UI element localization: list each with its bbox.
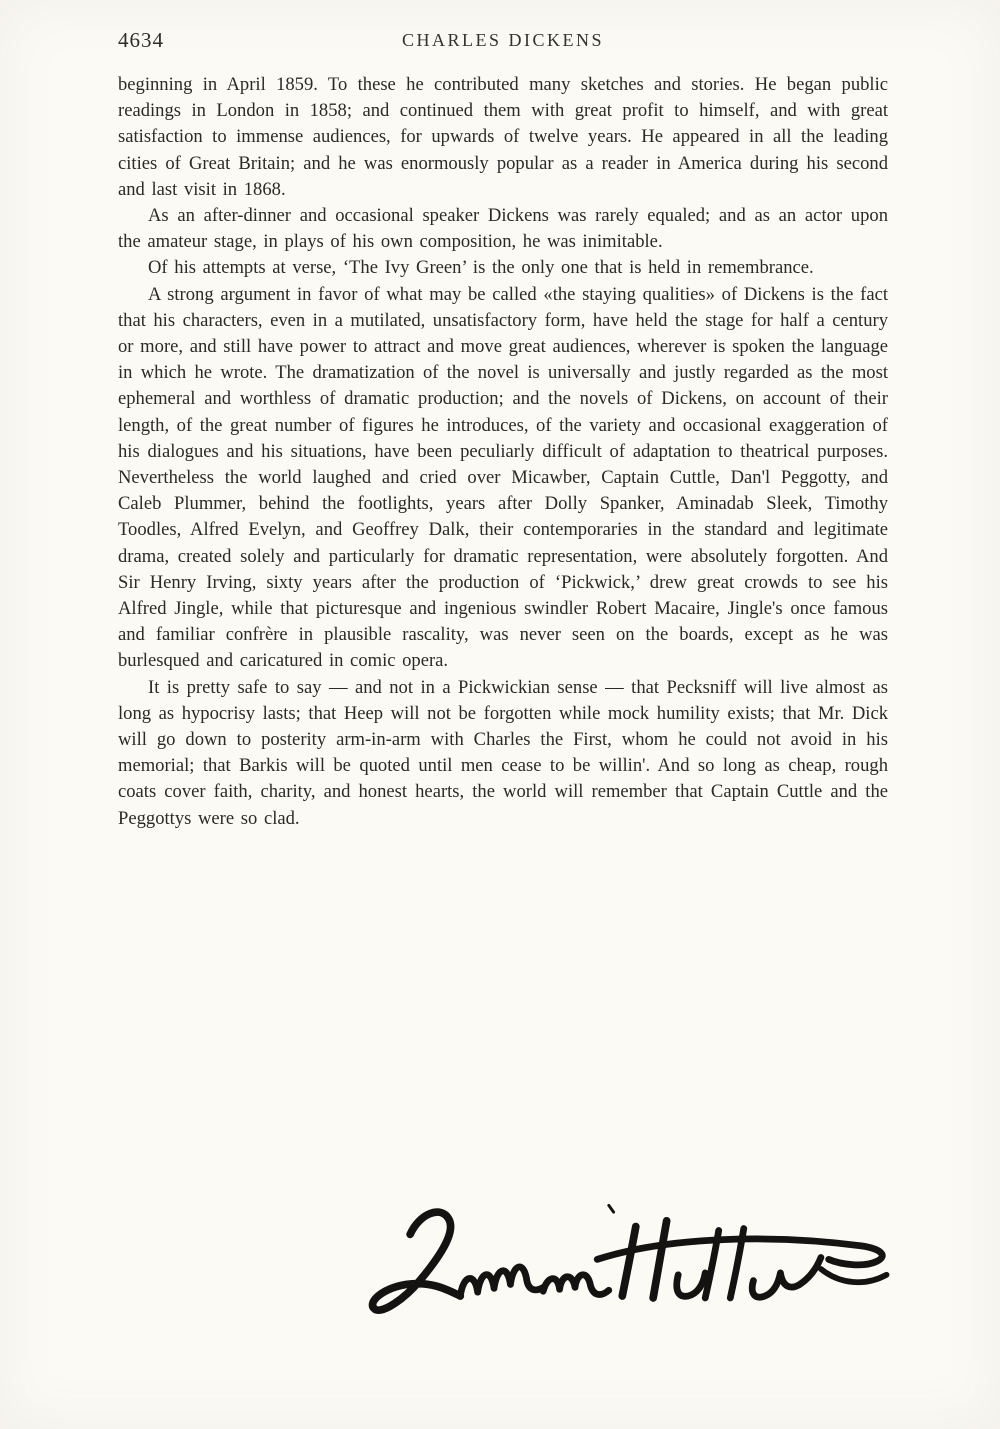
author-signature bbox=[360, 1195, 900, 1345]
paragraph: beginning in April 1859. To these he contributed many sketches and stories. He began public readings in London in 1858; and continued them with great profit to himself, and with great satisfaction to immense audiences, for upwards of twelve years. He appeared in all the leading cities of Great Britain; and he was enormously popular as a reader in America during his second and last visit in 1868. bbox=[118, 74, 888, 200]
paragraph: Of his attempts at verse, ‘The Ivy Green’ is the only one that is held in remembrance. bbox=[148, 257, 814, 279]
paragraph: It is pretty safe to say — and not in a Pickwickian sense — that Pecksniff will live almost as long as hypocrisy lasts; that Heep will not be forgotten while mock humility exists; that Mr. Dick will go down to posterity arm-in-arm with Charles the First, whom he could not avoid in his memorial; that Barkis will be quoted until men cease to be willin'. And so long as cheap, rough coats cover faith, charity, and honest hearts, the world will remember that Captain Cuttle and the Peggottys were so clad. bbox=[118, 676, 888, 829]
handwritten-signature-icon bbox=[360, 1195, 900, 1345]
page-number: 4634 bbox=[118, 28, 164, 52]
running-header bbox=[118, 26, 888, 56]
paragraph: A strong argument in favor of what may be called «the staying qualities» of Dickens is the fact that his characters, even in a mutilated, unsatisfactory form, have held the stage for half a century or more, and still have power to attract and move great audiences, wherever is spoken the language in which he wrote. The dramatization of the novel is universally and justly regarded as the most ephemeral and worthless of dramatic production; and the novels of Dickens, on account of their length, of the great number of figures he introduces, of the variety and occasional exaggeration of his dialogues and his situations, have been peculiarly difficult of adaptation to theatrical purposes. Nevertheless the world laughed and cried over Micawber, Captain Cuttle, Dan'l Peggotty, and Caleb Plummer, behind the footlights, years after Dolly Spanker, Aminadab Sleek, Timothy Toodles, Alfred Evelyn, and Geoffrey Dalk, their contemporaries in the standard and legitimate drama, created solely and particularly for dramatic representation, were absolutely forgotten. And Sir Henry Irving, sixty years after the production of ‘Pickwick,’ drew great crowds to see his Alfred Jingle, while that picturesque and ingenious swindler Robert Macaire, Jingle's once famous and familiar confrère in plausible rascality, was never seen on the boards, except as he was burlesqued and caricatured in comic opera. bbox=[118, 283, 888, 672]
paragraph: As an after-dinner and occasional speaker Dickens was rarely equaled; and as an actor upon the amateur stage, in plays of his own composition, he was inimitable. bbox=[118, 205, 888, 253]
text-column bbox=[118, 72, 888, 832]
running-head-title: CHARLES DICKENS bbox=[401, 30, 604, 50]
